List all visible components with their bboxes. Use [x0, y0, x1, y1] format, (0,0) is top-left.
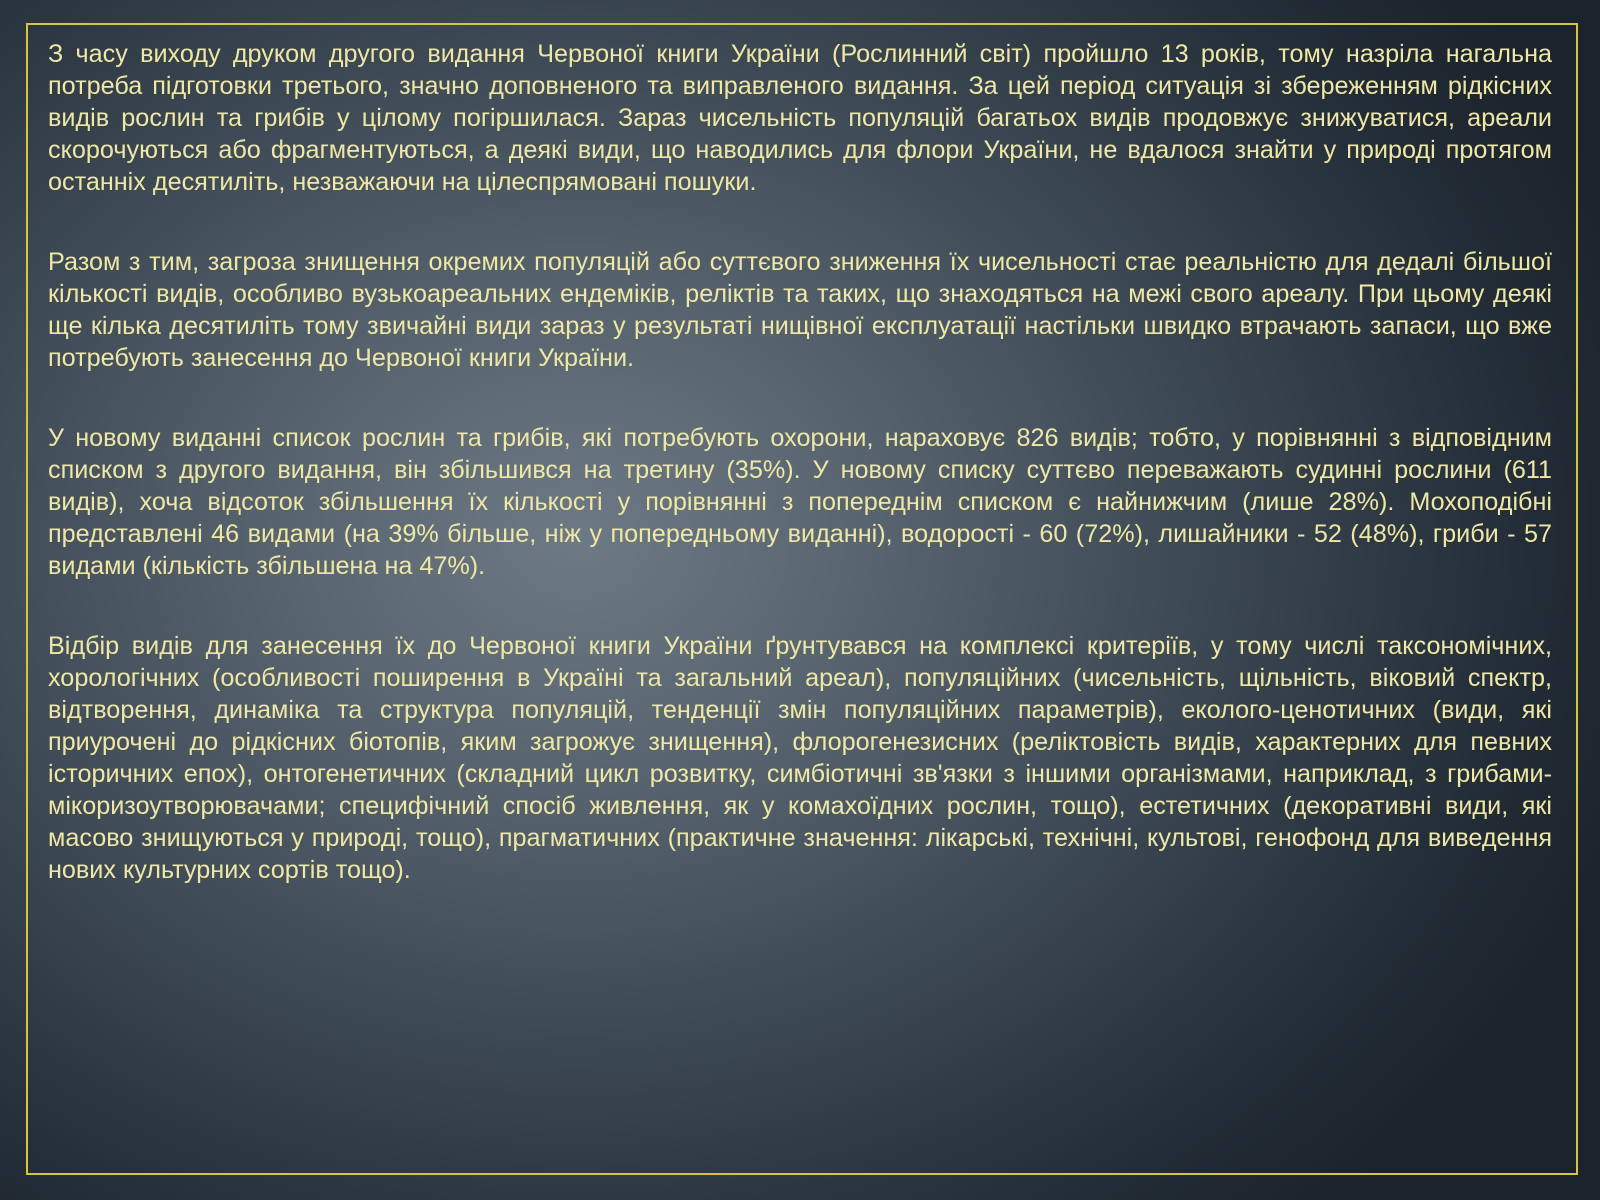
paragraph-3: У новому виданні список рослин та грибів, які потребують охорони, нараховує 826 видів; тобто, у порівнянні з відповідним списком з другого видання, він збільшився на третину (35%). У новому списку суттєво переважають судинні рослини (611 видів), хоча відсоток збільшення їх кількості у порівнянні з попереднім списком є найнижчим (лише 28%). Мохоподібні представлені 46 видами (на 39% більше, ніж у попередньому виданні), водорості - 60 (72%), лишайники - 52 (48%), гриби - 57 видами (кількість збільшена на 47%).: [48, 424, 1552, 580]
paragraph-2: Разом з тим, загроза знищення окремих популяцій або суттєвого зниження їх чисельності стає реальністю для дедалі більшої кількості видів, особливо вузькоареальних ендеміків, реліктів та таких, що знаходяться на межі свого ареалу. При цьому деякі ще кілька десятиліть тому звичайні види зараз у результаті нищівної експлуатації настільки швидко втрачають запаси, що вже потребують занесення до Червоної книги України.: [48, 248, 1552, 372]
text-body: [48, 38, 1552, 934]
paragraph-1: З часу виходу друком другого видання Червоної книги України (Рослинний світ) пройшло 13 років, тому назріла нагальна потреба підготовки третього, значно доповненого та виправленого видання. За цей період ситуація зі збереженням рідкісних видів рослин та грибів у цілому погіршилася. Зараз чисельність популяцій багатьох видів продовжує знижуватися, ареали скорочуються або фрагментуються, а деякі види, що наводились для флори України, не вдалося знайти у природі протягом останніх десятиліть, незважаючи на цілеспрямовані пошуки.: [48, 40, 1552, 196]
paragraph-4: Відбір видів для занесення їх до Червоної книги України ґрунтувався на комплексі критеріїв, у тому числі таксономічних, хорологічних (особливості поширення в Україні та загальний ареал), популяційних (чисельність, щільність, віковий спектр, відтворення, динаміка та структура популяцій, тенденції змін популяційних параметрів), еколого-ценотичних (види, які приурочені до рідкісних біотопів, яким загрожує знищення), флорогенезисних (реліктовість видів, характерних для певних історичних епох), онтогенетичних (складний цикл розвитку, симбіотичні зв'язки з іншими організмами, наприклад, з грибами-мікоризоутворювачами; специфічний спосіб живлення, як у комахоїдних рослин, тощо), естетичних (декоративні види, які масово знищуються у природі, тощо), прагматичних (практичне значення: лікарські, технічні, культові, генофонд для виведення нових культурних сортів тощо).: [48, 632, 1552, 884]
